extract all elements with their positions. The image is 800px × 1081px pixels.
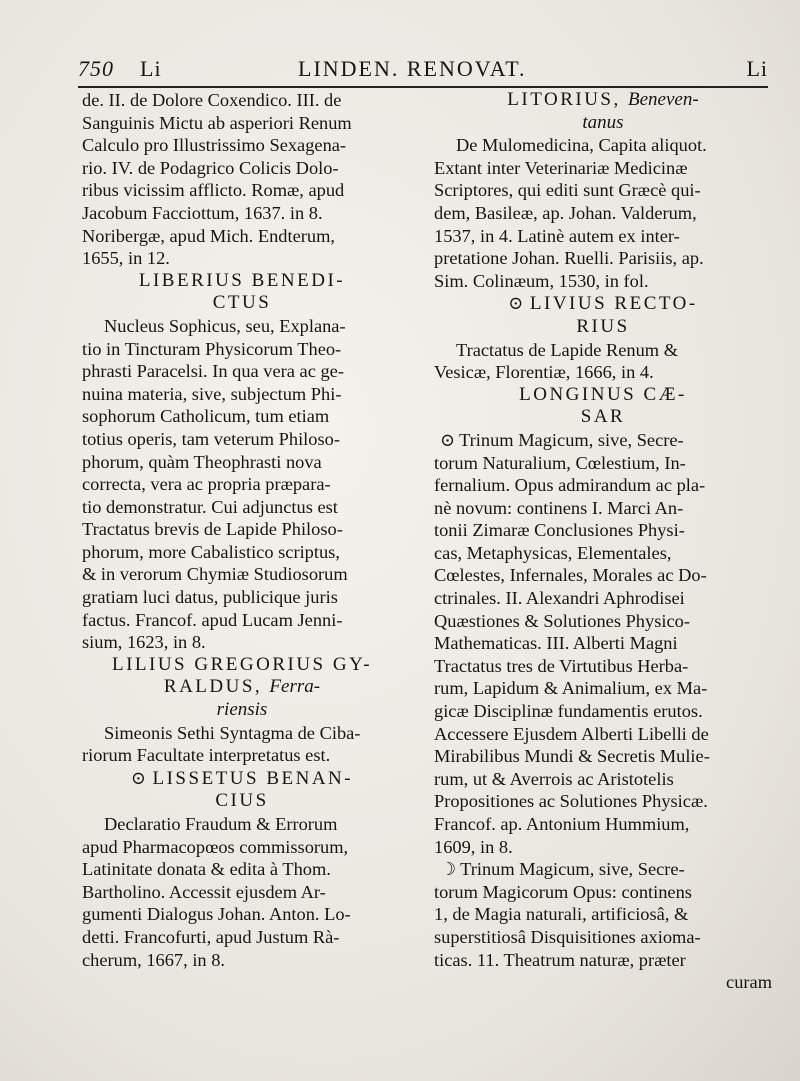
entry-liberius <box>82 270 402 654</box>
right-column <box>434 89 772 994</box>
text-line: nuina materia, sive, subjectum Phi- <box>82 383 342 404</box>
text-line: ribus vicissim afflicto. Romæ, apud <box>82 180 345 201</box>
text-line: Sanguinis Mictu ab asperiori Renum <box>82 112 352 133</box>
text-line: sium, 1623, in 8. <box>82 632 206 653</box>
sun-symbol-icon: ⊙ <box>440 429 456 450</box>
text-line: superstitiosâ Disquisitiones axioma- <box>434 926 701 947</box>
text-line: Scriptores, qui editi sunt Græcè qui- <box>434 180 701 201</box>
continuation-entry <box>82 89 402 270</box>
header-left-label: Li <box>140 56 162 81</box>
running-header <box>78 56 768 86</box>
text-line: & in verorum Chymiæ Studiosorum <box>82 564 348 585</box>
text-line: Jacobum Facciottum, 1637. in 8. <box>82 202 323 223</box>
text-line: Bartholino. Accessit ejusdem Ar- <box>82 881 326 902</box>
text-line: De Mulomedicina, Capita aliquot. <box>456 135 707 156</box>
heading-line: CTUS <box>212 292 272 314</box>
text-line: 1, de Magia naturali, artificiosâ, & <box>434 904 689 925</box>
text-line: Declaratio Fraudum & Errorum <box>104 814 338 834</box>
text-line: dem, Basileæ, ap. Johan. Valderum, <box>434 202 697 223</box>
text-line: torum Magicorum Opus: continens <box>434 881 692 902</box>
entry-heading <box>434 292 772 338</box>
heading-line: CIUS <box>215 790 269 812</box>
text-line: 1609, in 8. <box>434 836 513 857</box>
entry-litorius <box>434 89 772 292</box>
header-rule <box>78 86 768 88</box>
text-line: ctrinales. II. Alexandri Aphrodisei <box>434 588 685 609</box>
text-line: Calculo pro Illustrissimo Sexagena- <box>82 135 347 156</box>
page-number: 750 <box>78 56 114 81</box>
entry-body <box>82 813 402 971</box>
text-line: cherum, 1667, in 8. <box>82 949 226 970</box>
text-line: detti. Francofurti, apud Justum Rà- <box>82 926 340 947</box>
heading-location: Beneven- <box>628 89 699 110</box>
entry-livius <box>434 292 772 383</box>
text-line: Trinum Magicum, sive, Secre- <box>460 859 685 880</box>
sun-symbol-icon: ⊙ <box>130 767 149 788</box>
entry-heading <box>434 89 772 134</box>
text-line: Sim. Colinæum, 1530, in fol. <box>434 270 649 291</box>
entry-body <box>434 429 772 994</box>
text-line: rum, ut & Averrois ac Aristotelis <box>434 768 674 789</box>
text-line: Tractatus brevis de Lapide Philoso- <box>82 519 343 540</box>
text-line: Extant inter Veterinariæ Medicinæ <box>434 157 688 178</box>
text-line: Propositiones ac Solutiones Physicæ. <box>434 791 708 812</box>
text-line: correcta, vera ac propria præpara- <box>82 474 331 495</box>
text-line: totius operis, tam veterum Philoso- <box>82 428 340 449</box>
heading-location: Ferra- <box>269 676 321 698</box>
heading-line: LITORIUS, <box>507 89 621 110</box>
text-line: tio in Tincturam Physicorum Theo- <box>82 338 342 359</box>
text-line: pretatione Johan. Ruelli. Parisiis, ap. <box>434 248 704 269</box>
moon-symbol-icon: ☽ <box>440 859 457 880</box>
text-line: Trinum Magicum, sive, Secre- <box>459 429 684 450</box>
entry-lilius <box>82 654 402 767</box>
heading-line: LIBERIUS BENEDI- <box>138 269 346 291</box>
heading-line: LIVIUS RECTO- <box>529 293 698 315</box>
text-line: factus. Francof. apud Lucam Jenni- <box>82 609 343 630</box>
text-line: gratiam luci datus, publicique juris <box>82 587 338 608</box>
heading-location: riensis <box>216 699 268 721</box>
text-line: Tractatus de Lapide Renum & <box>456 339 679 360</box>
text-line: sophorum Catholicum, tum etiam <box>82 406 330 427</box>
text-line: Vesicæ, Florentiæ, 1666, in 4. <box>434 362 654 383</box>
text-line: nè novum: continens I. Marci An- <box>434 497 684 518</box>
text-line: Quæstiones & Solutiones Physico- <box>434 610 690 631</box>
entry-longinus <box>434 384 772 994</box>
catchword: curam <box>726 972 772 993</box>
text-line: ticas. 11. Theatrum naturæ, præter <box>434 949 686 970</box>
text-line: fernalium. Opus admirandum ac pla- <box>434 475 706 496</box>
text-line: Nucleus Sophicus, seu, Explana- <box>104 315 346 336</box>
text-line: Accessere Ejusdem Alberti Libelli de <box>434 723 709 744</box>
text-line: phrasti Paracelsi. In qua vera ac ge- <box>82 361 344 382</box>
text-line: Tractatus tres de Virtutibus Herba- <box>434 655 689 676</box>
entry-body <box>82 315 402 654</box>
text-line: Mathematicas. III. Alberti Magni <box>434 633 678 654</box>
header-title: LINDEN. RENOVAT. <box>298 56 527 81</box>
text-line: tio demonstratur. Cui adjunctus est <box>82 496 338 517</box>
header-right-label: Li <box>746 56 768 81</box>
text-line: rio. IV. de Podagrico Colicis Dolo- <box>82 157 339 178</box>
heading-name-part: RALDUS, <box>163 676 263 698</box>
entry-body <box>434 134 772 292</box>
text-line: phorum, more Cabalistico scriptus, <box>82 541 340 562</box>
text-line: riorum Facultate interpretatus est. <box>82 745 331 766</box>
text-line: de. II. de Dolore Coxendico. III. de <box>82 90 342 110</box>
sun-symbol-icon: ⊙ <box>508 293 526 314</box>
heading-line: RIUS <box>576 315 630 337</box>
heading-line: LONGINUS CÆ- <box>519 383 687 405</box>
text-line: tonii Zimaræ Conclusiones Physi- <box>434 520 685 541</box>
heading-location: tanus <box>582 111 624 133</box>
text-line: Mirabilibus Mundi & Secretis Mulie- <box>434 746 710 767</box>
text-line: Francof. ap. Antonium Hummium, <box>434 814 690 834</box>
entry-lissetus <box>82 767 402 971</box>
text-line: Noribergæ, apud Mich. Endterum, <box>82 225 335 246</box>
text-line: 1537, in 4. Latinè autem ex inter- <box>434 225 680 246</box>
text-line: gicæ Disciplinæ fundamentis erutos. <box>434 701 703 722</box>
text-line: rum, Lapidum & Animalium, ex Ma- <box>434 678 708 699</box>
entry-body <box>82 722 402 767</box>
heading-line: LILIUS GREGORIUS GY- <box>111 653 373 675</box>
text-line: gumenti Dialogus Johan. Anton. Lo- <box>82 904 351 925</box>
text-line: apud Pharmacopœos commissorum, <box>82 836 349 857</box>
text-line: Simeonis Sethi Syntagma de Ciba- <box>104 722 361 743</box>
entry-heading <box>82 270 402 315</box>
heading-line: LISSETUS BENAN- <box>152 767 354 789</box>
text-line: 1655, in 12. <box>82 248 170 269</box>
entry-heading <box>434 384 772 429</box>
entry-body <box>434 339 772 384</box>
text-line: torum Naturalium, Cœlestium, In- <box>434 452 686 473</box>
text-line: Latinitate donata & edita à Thom. <box>82 859 331 880</box>
text-line: cas, Metaphysicas, Elementales, <box>434 542 672 563</box>
text-line: Cœlestes, Infernales, Morales ac Do- <box>434 565 707 586</box>
entry-heading <box>82 654 402 722</box>
left-column <box>82 89 402 971</box>
heading-line <box>82 676 402 699</box>
text-line: phorum, quàm Theophrasti nova <box>82 451 322 472</box>
entry-heading <box>82 767 402 813</box>
heading-line: SAR <box>580 406 626 428</box>
